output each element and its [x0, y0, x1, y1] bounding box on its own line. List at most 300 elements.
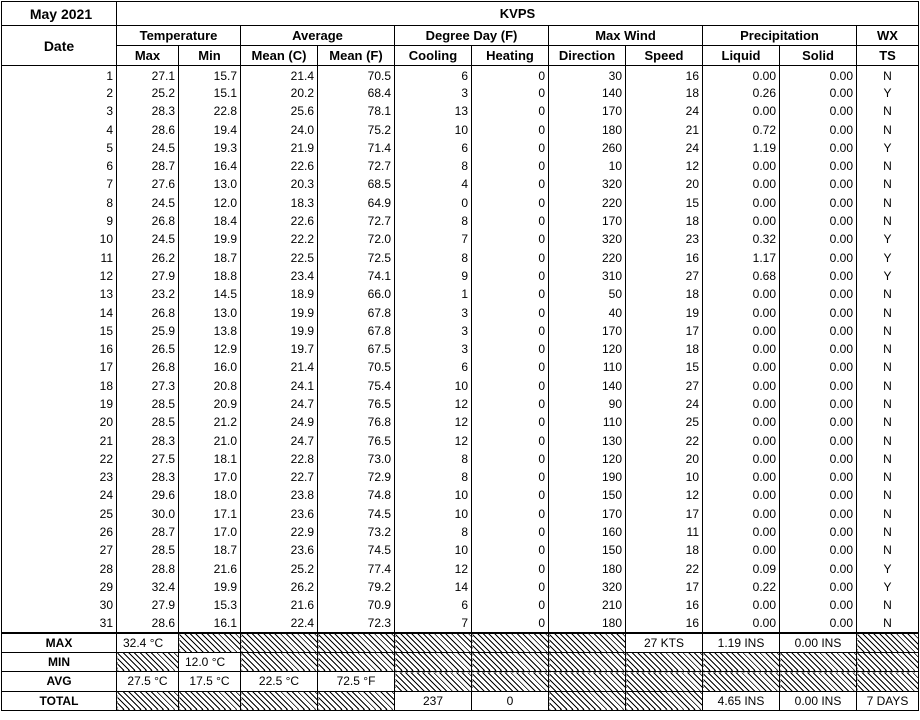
hatch-cell — [703, 672, 780, 692]
cell-temp-min: 17.0 — [179, 468, 241, 486]
cell-date: 20 — [2, 413, 117, 431]
table-row — [2, 560, 919, 578]
min-temp-min: 12.0 °C — [179, 652, 241, 672]
cell-mean-f: 76.8 — [318, 413, 395, 431]
cell-precip-solid: 0.00 — [780, 523, 857, 541]
hatch-cell — [857, 652, 919, 672]
cell-cooling: 1 — [395, 285, 472, 303]
hatch-cell — [626, 691, 703, 711]
cell-mean-f: 67.8 — [318, 322, 395, 340]
col-liquid: Liquid — [703, 46, 780, 66]
avg-mean-c: 22.5 °C — [241, 672, 318, 692]
cell-mean-c: 23.6 — [241, 541, 318, 559]
cell-temp-max: 27.3 — [117, 377, 179, 395]
cell-mean-f: 67.8 — [318, 303, 395, 321]
cell-precip-solid: 0.00 — [780, 157, 857, 175]
cell-heating: 0 — [472, 212, 549, 230]
summary-label: AVG — [2, 672, 117, 692]
cell-cooling: 10 — [395, 377, 472, 395]
cell-precip-solid: 0.00 — [780, 139, 857, 157]
col-max: Max — [117, 46, 179, 66]
cell-wind-speed: 18 — [626, 285, 703, 303]
cell-temp-min: 21.6 — [179, 560, 241, 578]
hatch-cell — [472, 672, 549, 692]
cell-temp-min: 19.4 — [179, 120, 241, 138]
cell-precip-liquid: 0.00 — [703, 614, 780, 632]
cell-precip-liquid: 0.00 — [703, 505, 780, 523]
cell-mean-c: 23.8 — [241, 486, 318, 504]
cell-mean-f: 72.9 — [318, 468, 395, 486]
col-heating: Heating — [472, 46, 549, 66]
table-row — [2, 431, 919, 449]
cell-date: 19 — [2, 395, 117, 413]
cell-precip-liquid: 0.00 — [703, 212, 780, 230]
cell-precip-solid: 0.00 — [780, 450, 857, 468]
cell-wx-ts: Y — [857, 248, 919, 266]
cell-date: 13 — [2, 285, 117, 303]
cell-mean-f: 66.0 — [318, 285, 395, 303]
cell-temp-min: 22.8 — [179, 102, 241, 120]
cell-cooling: 6 — [395, 358, 472, 376]
cell-temp-min: 20.9 — [179, 395, 241, 413]
cell-precip-liquid: 0.26 — [703, 84, 780, 102]
cell-date: 31 — [2, 614, 117, 632]
cell-wind-speed: 18 — [626, 84, 703, 102]
cell-heating: 0 — [472, 395, 549, 413]
col-speed: Speed — [626, 46, 703, 66]
cell-wx-ts: N — [857, 431, 919, 449]
month-title: May 2021 — [2, 2, 117, 26]
cell-temp-min: 12.9 — [179, 340, 241, 358]
cell-precip-liquid: 0.00 — [703, 322, 780, 340]
cell-precip-liquid: 0.00 — [703, 102, 780, 120]
cell-mean-c: 24.1 — [241, 377, 318, 395]
cell-precip-liquid: 0.00 — [703, 358, 780, 376]
cell-precip-liquid: 0.22 — [703, 578, 780, 596]
cell-date: 15 — [2, 322, 117, 340]
cell-wx-ts: N — [857, 596, 919, 614]
max-liquid: 1.19 INS — [703, 633, 780, 653]
table-row — [2, 450, 919, 468]
cell-wind-direction: 260 — [549, 139, 626, 157]
cell-date: 16 — [2, 340, 117, 358]
cell-wind-speed: 20 — [626, 450, 703, 468]
cell-precip-solid: 0.00 — [780, 614, 857, 632]
temperature-group-header: Temperature — [117, 26, 241, 46]
hatch-cell — [318, 652, 395, 672]
hatch-cell — [703, 652, 780, 672]
cell-mean-c: 21.9 — [241, 139, 318, 157]
cell-temp-max: 28.3 — [117, 102, 179, 120]
table-row — [2, 322, 919, 340]
cell-date: 8 — [2, 194, 117, 212]
cell-mean-c: 18.3 — [241, 194, 318, 212]
cell-temp-min: 18.0 — [179, 486, 241, 504]
cell-temp-min: 18.7 — [179, 541, 241, 559]
cell-mean-c: 23.4 — [241, 267, 318, 285]
cell-wind-speed: 16 — [626, 248, 703, 266]
cell-mean-f: 68.4 — [318, 84, 395, 102]
cell-date: 10 — [2, 230, 117, 248]
cell-mean-c: 22.7 — [241, 468, 318, 486]
summary-label: MIN — [2, 652, 117, 672]
cell-date: 5 — [2, 139, 117, 157]
cell-wx-ts: N — [857, 541, 919, 559]
cell-precip-liquid: 0.00 — [703, 194, 780, 212]
cell-wind-speed: 22 — [626, 560, 703, 578]
cell-heating: 0 — [472, 322, 549, 340]
table-row — [2, 486, 919, 504]
cell-temp-min: 16.4 — [179, 157, 241, 175]
cell-wind-direction: 140 — [549, 84, 626, 102]
cell-wx-ts: N — [857, 194, 919, 212]
cell-mean-c: 22.2 — [241, 230, 318, 248]
hatch-cell — [857, 672, 919, 692]
cell-wind-direction: 40 — [549, 303, 626, 321]
cell-cooling: 14 — [395, 578, 472, 596]
cell-temp-max: 27.1 — [117, 66, 179, 84]
cell-heating: 0 — [472, 248, 549, 266]
cell-heating: 0 — [472, 450, 549, 468]
cell-wind-speed: 18 — [626, 340, 703, 358]
cell-wind-speed: 16 — [626, 66, 703, 84]
cell-wx-ts: N — [857, 212, 919, 230]
cell-wx-ts: Y — [857, 560, 919, 578]
cell-wind-speed: 15 — [626, 194, 703, 212]
cell-date: 24 — [2, 486, 117, 504]
table-row — [2, 523, 919, 541]
cell-mean-f: 72.7 — [318, 212, 395, 230]
cell-wind-speed: 17 — [626, 505, 703, 523]
cell-wx-ts: Y — [857, 139, 919, 157]
cell-precip-liquid: 0.00 — [703, 66, 780, 84]
daily-rows — [2, 66, 919, 633]
cell-mean-f: 74.5 — [318, 505, 395, 523]
cell-precip-solid: 0.00 — [780, 486, 857, 504]
cell-cooling: 12 — [395, 560, 472, 578]
cell-cooling: 0 — [395, 194, 472, 212]
cell-heating: 0 — [472, 267, 549, 285]
avg-mean-f: 72.5 °F — [318, 672, 395, 692]
col-mean-c: Mean (C) — [241, 46, 318, 66]
cell-date: 1 — [2, 66, 117, 84]
cell-wind-direction: 10 — [549, 157, 626, 175]
max-wind-group-header: Max Wind — [549, 26, 703, 46]
hatch-cell — [179, 691, 241, 711]
cell-heating: 0 — [472, 468, 549, 486]
hatch-cell — [857, 633, 919, 653]
cell-temp-min: 14.5 — [179, 285, 241, 303]
cell-mean-c: 22.5 — [241, 248, 318, 266]
cell-precip-liquid: 0.00 — [703, 303, 780, 321]
cell-wind-direction: 150 — [549, 541, 626, 559]
cell-precip-solid: 0.00 — [780, 340, 857, 358]
station-title: KVPS — [117, 2, 919, 26]
cell-temp-min: 18.4 — [179, 212, 241, 230]
hatch-cell — [626, 672, 703, 692]
cell-wind-direction: 320 — [549, 230, 626, 248]
cell-wind-speed: 24 — [626, 139, 703, 157]
cell-cooling: 6 — [395, 596, 472, 614]
cell-wind-direction: 130 — [549, 431, 626, 449]
cell-date: 18 — [2, 377, 117, 395]
cell-wind-direction: 170 — [549, 102, 626, 120]
cell-temp-min: 18.8 — [179, 267, 241, 285]
hatch-cell — [626, 652, 703, 672]
cell-precip-solid: 0.00 — [780, 230, 857, 248]
hatch-cell — [117, 652, 179, 672]
cell-mean-c: 22.6 — [241, 212, 318, 230]
cell-precip-solid: 0.00 — [780, 358, 857, 376]
cell-mean-c: 21.6 — [241, 596, 318, 614]
cell-precip-liquid: 0.72 — [703, 120, 780, 138]
cell-temp-max: 25.9 — [117, 322, 179, 340]
cell-mean-c: 19.9 — [241, 303, 318, 321]
cell-mean-c: 24.0 — [241, 120, 318, 138]
cell-wx-ts: N — [857, 486, 919, 504]
table-row — [2, 614, 919, 632]
cell-temp-max: 27.9 — [117, 596, 179, 614]
cell-temp-max: 28.5 — [117, 541, 179, 559]
cell-temp-max: 27.5 — [117, 450, 179, 468]
cell-temp-max: 30.0 — [117, 505, 179, 523]
cell-wind-direction: 170 — [549, 505, 626, 523]
cell-wx-ts: N — [857, 340, 919, 358]
table-row — [2, 395, 919, 413]
cell-heating: 0 — [472, 560, 549, 578]
cell-precip-solid: 0.00 — [780, 66, 857, 84]
table-row — [2, 578, 919, 596]
cell-cooling: 3 — [395, 322, 472, 340]
cell-temp-max: 32.4 — [117, 578, 179, 596]
cell-date: 12 — [2, 267, 117, 285]
cell-temp-max: 28.6 — [117, 614, 179, 632]
hatch-cell — [395, 672, 472, 692]
cell-wx-ts: N — [857, 303, 919, 321]
cell-mean-c: 18.9 — [241, 285, 318, 303]
cell-wind-speed: 16 — [626, 596, 703, 614]
cell-mean-c: 24.7 — [241, 431, 318, 449]
cell-temp-max: 28.3 — [117, 468, 179, 486]
cell-temp-min: 17.1 — [179, 505, 241, 523]
cell-heating: 0 — [472, 303, 549, 321]
cell-cooling: 7 — [395, 230, 472, 248]
cell-wind-speed: 21 — [626, 120, 703, 138]
cell-wind-direction: 210 — [549, 596, 626, 614]
cell-wind-speed: 24 — [626, 395, 703, 413]
table-row — [2, 139, 919, 157]
cell-temp-max: 26.8 — [117, 212, 179, 230]
cell-heating: 0 — [472, 523, 549, 541]
hatch-cell — [117, 691, 179, 711]
cell-wind-direction: 120 — [549, 450, 626, 468]
cell-cooling: 12 — [395, 413, 472, 431]
cell-wind-direction: 180 — [549, 614, 626, 632]
cell-cooling: 9 — [395, 267, 472, 285]
cell-heating: 0 — [472, 230, 549, 248]
table-row — [2, 212, 919, 230]
cell-wind-speed: 19 — [626, 303, 703, 321]
cell-wind-direction: 320 — [549, 578, 626, 596]
cell-cooling: 3 — [395, 84, 472, 102]
cell-precip-solid: 0.00 — [780, 596, 857, 614]
cell-date: 25 — [2, 505, 117, 523]
cell-mean-f: 72.5 — [318, 248, 395, 266]
cell-wind-speed: 23 — [626, 230, 703, 248]
hatch-cell — [241, 652, 318, 672]
cell-mean-f: 79.2 — [318, 578, 395, 596]
table-row — [2, 157, 919, 175]
cell-temp-min: 21.2 — [179, 413, 241, 431]
cell-temp-max: 26.2 — [117, 248, 179, 266]
cell-date: 9 — [2, 212, 117, 230]
total-cooling: 237 — [395, 691, 472, 711]
cell-date: 30 — [2, 596, 117, 614]
hatch-cell — [395, 633, 472, 653]
cell-heating: 0 — [472, 377, 549, 395]
cell-wind-direction: 170 — [549, 212, 626, 230]
cell-precip-liquid: 0.00 — [703, 596, 780, 614]
table-row — [2, 230, 919, 248]
cell-date: 28 — [2, 560, 117, 578]
cell-wind-speed: 12 — [626, 157, 703, 175]
table-row — [2, 505, 919, 523]
cell-precip-liquid: 0.00 — [703, 541, 780, 559]
cell-mean-c: 22.8 — [241, 450, 318, 468]
col-cooling: Cooling — [395, 46, 472, 66]
cell-cooling: 8 — [395, 523, 472, 541]
cell-wind-direction: 110 — [549, 358, 626, 376]
cell-wind-speed: 17 — [626, 578, 703, 596]
cell-precip-solid: 0.00 — [780, 285, 857, 303]
table-row — [2, 194, 919, 212]
hatch-cell — [318, 691, 395, 711]
cell-mean-c: 22.4 — [241, 614, 318, 632]
cell-mean-f: 72.3 — [318, 614, 395, 632]
cell-precip-liquid: 0.00 — [703, 377, 780, 395]
cell-temp-min: 16.1 — [179, 614, 241, 632]
precipitation-group-header: Precipitation — [703, 26, 857, 46]
cell-precip-liquid: 0.00 — [703, 395, 780, 413]
cell-heating: 0 — [472, 541, 549, 559]
hatch-cell — [472, 652, 549, 672]
table-row — [2, 358, 919, 376]
cell-precip-solid: 0.00 — [780, 303, 857, 321]
cell-mean-c: 24.7 — [241, 395, 318, 413]
cell-temp-max: 24.5 — [117, 194, 179, 212]
cell-temp-min: 16.0 — [179, 358, 241, 376]
cell-cooling: 10 — [395, 120, 472, 138]
cell-precip-liquid: 0.00 — [703, 285, 780, 303]
hatch-cell — [472, 633, 549, 653]
cell-mean-c: 20.3 — [241, 175, 318, 193]
avg-temp-min: 17.5 °C — [179, 672, 241, 692]
cell-mean-c: 26.2 — [241, 578, 318, 596]
cell-precip-solid: 0.00 — [780, 84, 857, 102]
cell-mean-f: 73.2 — [318, 523, 395, 541]
cell-temp-min: 15.1 — [179, 84, 241, 102]
cell-heating: 0 — [472, 486, 549, 504]
cell-temp-min: 17.0 — [179, 523, 241, 541]
cell-heating: 0 — [472, 413, 549, 431]
cell-wind-speed: 12 — [626, 486, 703, 504]
summary-row-min — [2, 652, 919, 672]
cell-precip-solid: 0.00 — [780, 468, 857, 486]
cell-heating: 0 — [472, 120, 549, 138]
cell-mean-f: 75.4 — [318, 377, 395, 395]
hatch-cell — [780, 652, 857, 672]
cell-mean-c: 25.2 — [241, 560, 318, 578]
cell-cooling: 8 — [395, 212, 472, 230]
table-row — [2, 285, 919, 303]
wx-group-header: WX — [857, 26, 919, 46]
cell-temp-max: 24.5 — [117, 230, 179, 248]
cell-mean-f: 71.4 — [318, 139, 395, 157]
cell-mean-f: 67.5 — [318, 340, 395, 358]
cell-heating: 0 — [472, 596, 549, 614]
cell-temp-max: 26.8 — [117, 303, 179, 321]
cell-wx-ts: N — [857, 377, 919, 395]
cell-mean-f: 70.9 — [318, 596, 395, 614]
cell-temp-min: 15.7 — [179, 66, 241, 84]
cell-wind-speed: 25 — [626, 413, 703, 431]
cell-date: 21 — [2, 431, 117, 449]
cell-cooling: 7 — [395, 614, 472, 632]
cell-temp-max: 28.7 — [117, 523, 179, 541]
cell-wind-direction: 90 — [549, 395, 626, 413]
cell-date: 17 — [2, 358, 117, 376]
cell-wx-ts: N — [857, 505, 919, 523]
cell-cooling: 12 — [395, 395, 472, 413]
cell-precip-liquid: 0.00 — [703, 468, 780, 486]
avg-temp-max: 27.5 °C — [117, 672, 179, 692]
cell-wx-ts: N — [857, 322, 919, 340]
cell-cooling: 6 — [395, 66, 472, 84]
climate-summary-table — [1, 1, 919, 711]
cell-temp-min: 18.1 — [179, 450, 241, 468]
cell-temp-max: 25.2 — [117, 84, 179, 102]
hatch-cell — [241, 633, 318, 653]
table-row — [2, 413, 919, 431]
cell-mean-f: 76.5 — [318, 431, 395, 449]
cell-temp-max: 28.5 — [117, 413, 179, 431]
table-row — [2, 541, 919, 559]
hatch-cell — [549, 652, 626, 672]
cell-wind-direction: 220 — [549, 194, 626, 212]
cell-temp-min: 12.0 — [179, 194, 241, 212]
cell-wind-direction: 220 — [549, 248, 626, 266]
cell-wx-ts: N — [857, 450, 919, 468]
cell-wx-ts: N — [857, 102, 919, 120]
table-row — [2, 267, 919, 285]
cell-temp-max: 26.5 — [117, 340, 179, 358]
cell-wind-speed: 17 — [626, 322, 703, 340]
cell-heating: 0 — [472, 84, 549, 102]
cell-temp-min: 19.3 — [179, 139, 241, 157]
col-mean-f: Mean (F) — [318, 46, 395, 66]
cell-precip-solid: 0.00 — [780, 505, 857, 523]
cell-precip-liquid: 0.00 — [703, 157, 780, 175]
cell-precip-liquid: 0.00 — [703, 523, 780, 541]
cell-date: 7 — [2, 175, 117, 193]
cell-temp-max: 28.6 — [117, 120, 179, 138]
cell-precip-solid: 0.00 — [780, 175, 857, 193]
table-row — [2, 175, 919, 193]
cell-mean-f: 74.1 — [318, 267, 395, 285]
cell-precip-solid: 0.00 — [780, 212, 857, 230]
cell-mean-c: 22.9 — [241, 523, 318, 541]
summary-row-total — [2, 691, 919, 711]
